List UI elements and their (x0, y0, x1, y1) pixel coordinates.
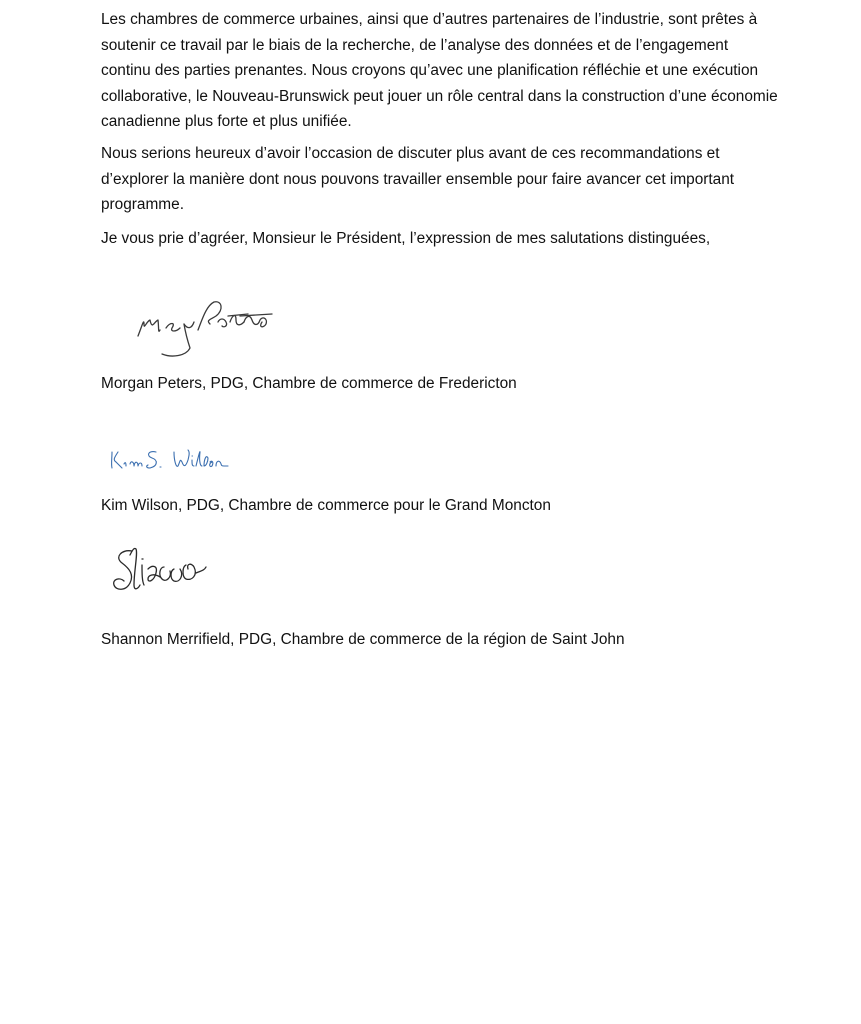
closing-salutation: Je vous prie d’agréer, Monsieur le Président, l’expression de mes salutations distinguées, (101, 230, 711, 247)
signatory-name-1: Morgan Peters, PDG, Chambre de commerce de Fredericton (101, 375, 517, 392)
signatory-name-3: Shannon Merrifield, PDG, Chambre de commerce de la région de Saint John (101, 631, 625, 648)
body-paragraph-2: Nous serions heureux d’avoir l’occasion de discuter plus avant de ces recommandations et d’explorer la manière dont nous pouvons travailler ensemble pour faire avancer cet important programme. (101, 145, 735, 214)
signature-morgan-peters (132, 292, 282, 360)
body-paragraph-1: Les chambres de commerce urbaines, ainsi que d’autres partenaires de l’industrie, sont prêtes à soutenir ce travail par le biais de la recherche, de l’analyse des données et de l’engagement continu des parties prenantes. Nous croyons qu’avec une planification réfléchie et une exécution collaborative, le Nouveau-Brunswick peut jouer un rôle central dans la construction d’une économie canadienne plus forte et plus unifiée. (101, 11, 778, 131)
signature-kim-wilson (104, 440, 230, 476)
signature-shannon-merrifield (108, 541, 212, 599)
signatory-name-2: Kim Wilson, PDG, Chambre de commerce pour le Grand Moncton (101, 497, 551, 514)
